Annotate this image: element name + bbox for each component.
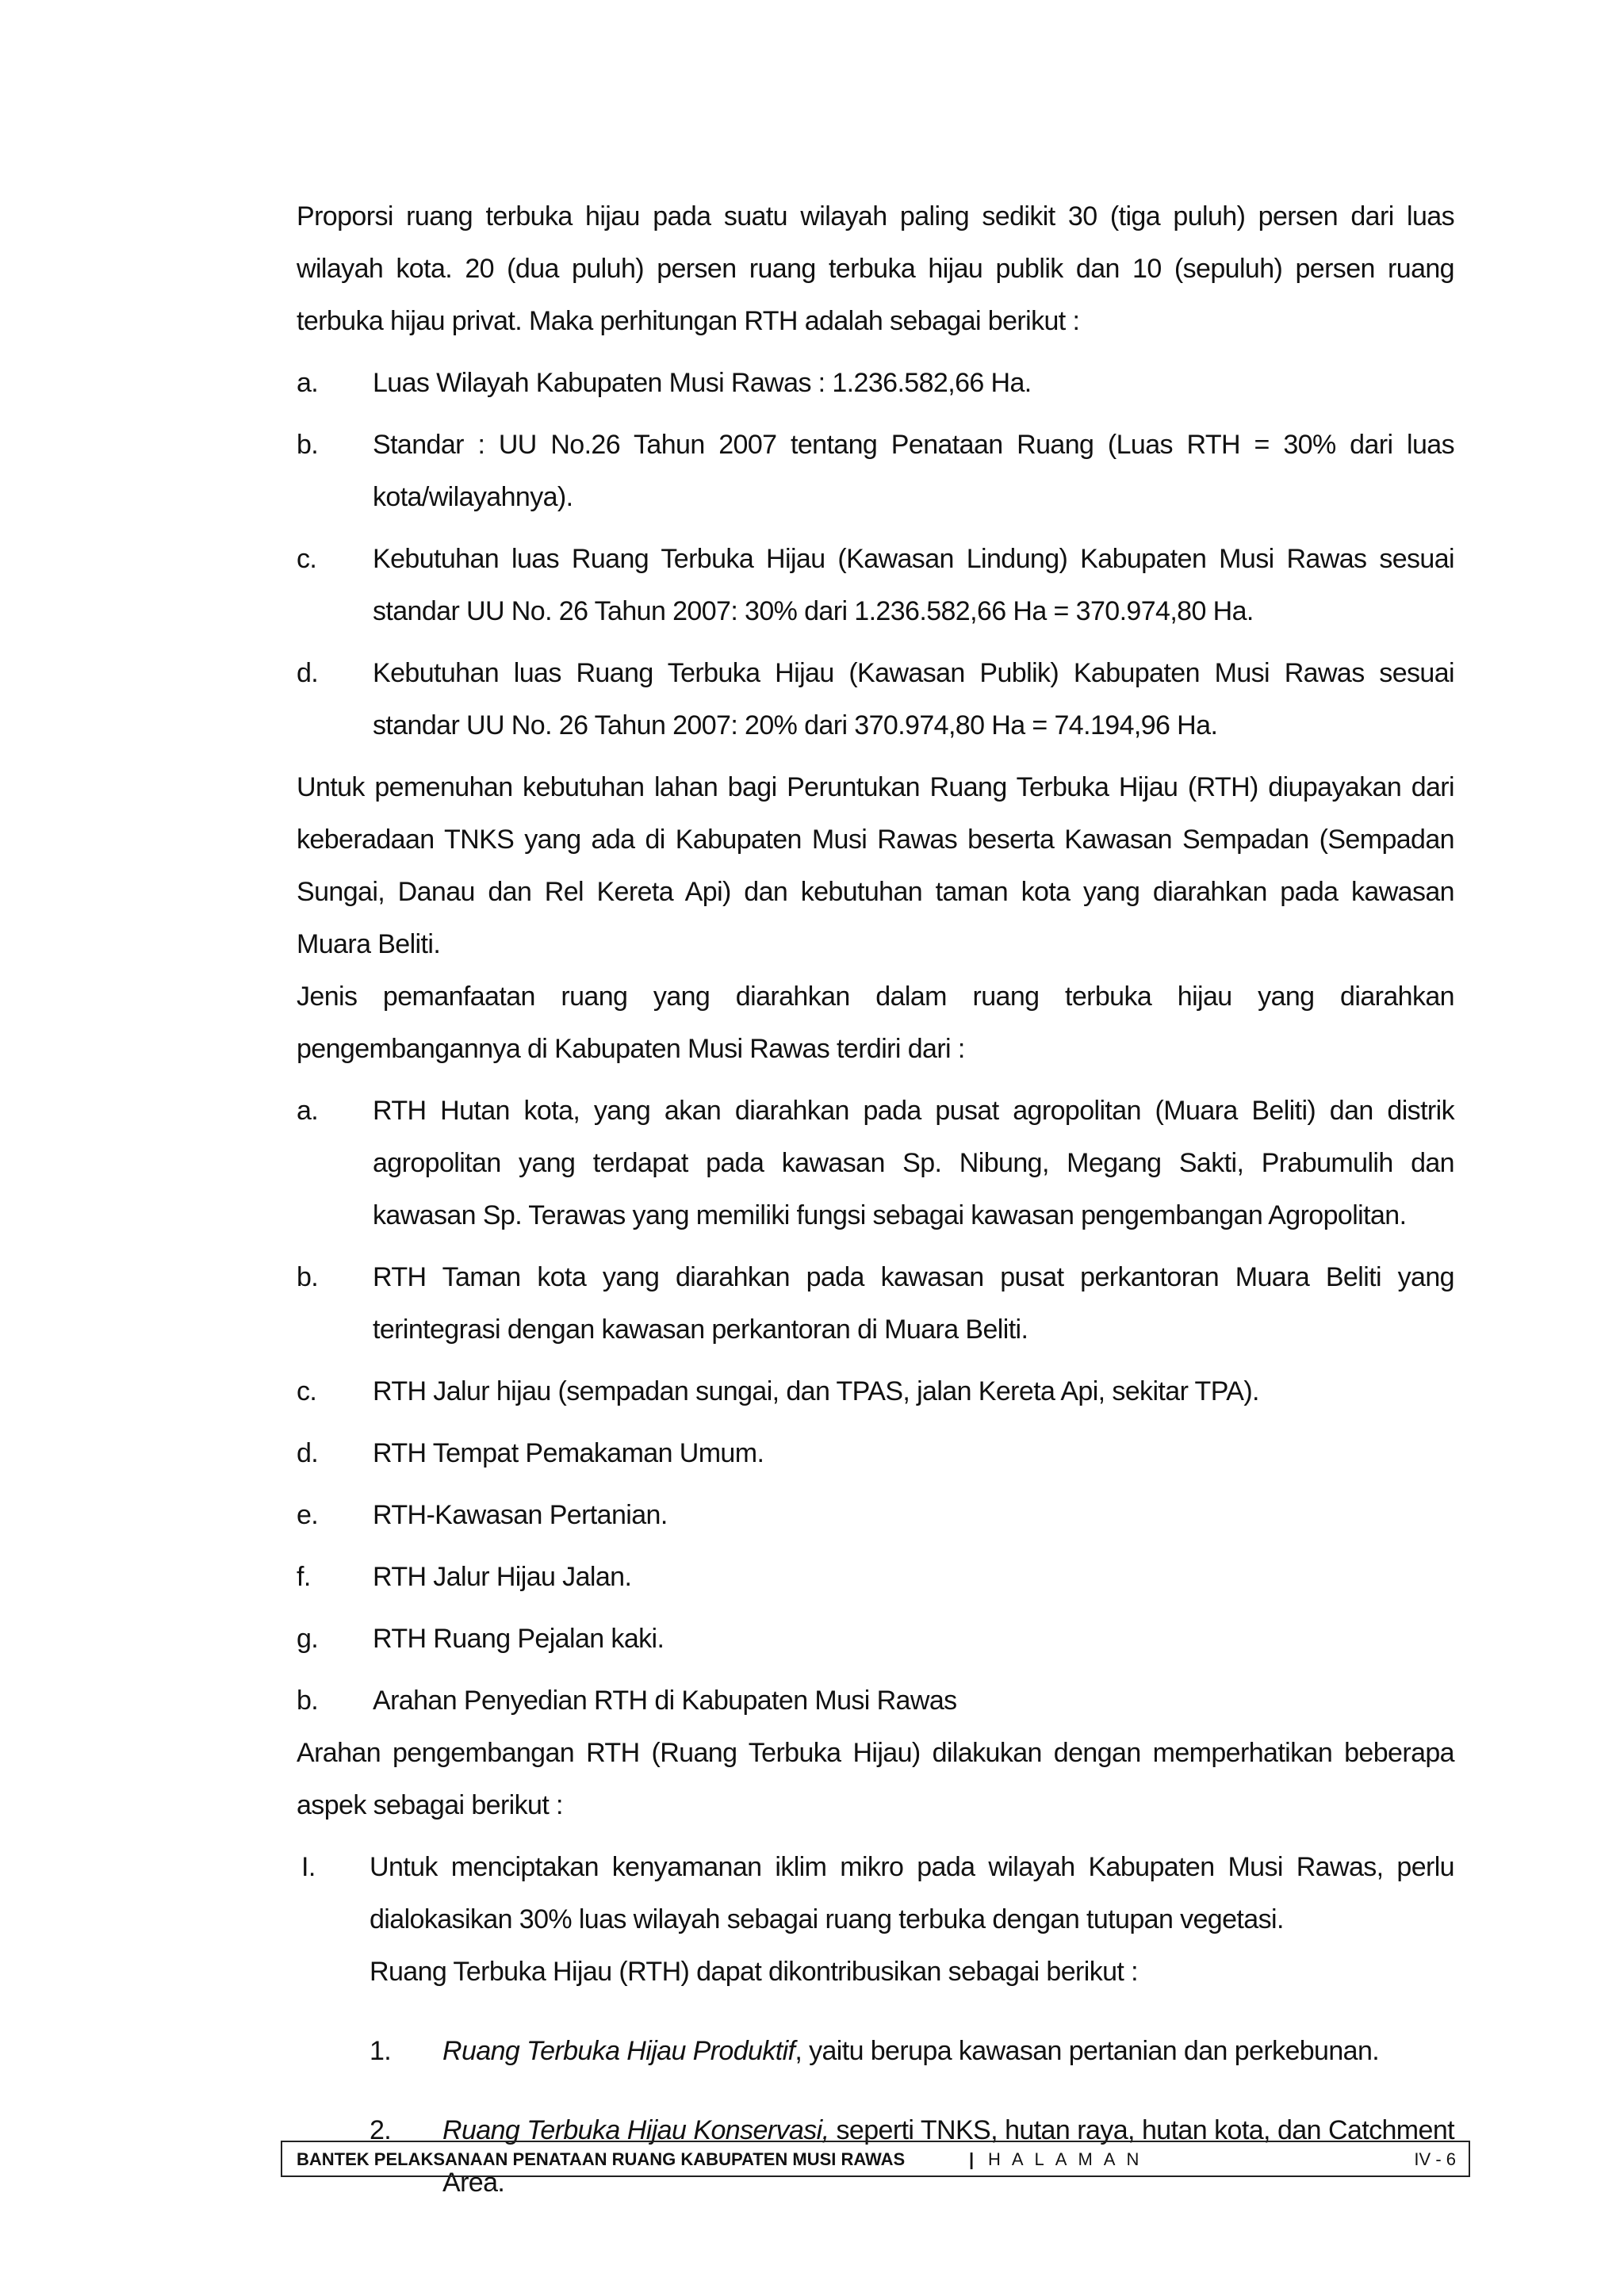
calc-item-c	[297, 533, 1454, 637]
list-marker: e.	[297, 1500, 319, 1530]
list-item-text: RTH Tempat Pemakaman Umum.	[373, 1438, 764, 1468]
calc-item-b	[297, 419, 1454, 523]
body-content	[297, 190, 1454, 2236]
paragraph-rth-types-intro: Jenis pemanfaatan ruang yang diarahkan dalam ruang terbuka hijau yang diarahkan pengembangannya di Kabupaten Musi Rawas terdiri dari :	[297, 982, 1454, 1064]
section-heading-text: Arahan Penyedian RTH di Kabupaten Musi Rawas	[373, 1686, 957, 1716]
roman-item-subtext: Ruang Terbuka Hijau (RTH) dapat dikontribusikan sebagai berikut :	[370, 1957, 1138, 1987]
type-item-c	[297, 1365, 1454, 1418]
list-marker: a.	[297, 368, 319, 398]
list-marker: b.	[297, 430, 319, 460]
list-marker: c.	[297, 1376, 317, 1406]
type-item-d	[297, 1427, 1454, 1479]
roman-item-text: Untuk menciptakan kenyamanan iklim mikro pada wilayah Kabupaten Musi Rawas, perlu dialokasikan 30% luas wilayah sebagai ruang terbuka dengan tutupan vegetasi.	[370, 1852, 1454, 1934]
list-item-text: RTH Jalur Hijau Jalan.	[373, 1562, 632, 1592]
list-item-text: Standar : UU No.26 Tahun 2007 tentang Penataan Ruang (Luas RTH = 30% dari luas kota/wilayahnya).	[373, 430, 1454, 512]
list-item-text: Luas Wilayah Kabupaten Musi Rawas : 1.236.582,66 Ha.	[373, 368, 1032, 398]
list-item-text: Kebutuhan luas Ruang Terbuka Hijau (Kawasan Lindung) Kabupaten Musi Rawas sesuai standar UU No. 26 Tahun 2007: 30% dari 1.236.582,66 Ha = 370.974,80 Ha.	[373, 544, 1454, 626]
list-marker: f.	[297, 1562, 311, 1592]
list-item-text: Kebutuhan luas Ruang Terbuka Hijau (Kawasan Publik) Kabupaten Musi Rawas sesuai standar UU No. 26 Tahun 2007: 20% dari 370.974,80 Ha = 74.194,96 Ha.	[373, 658, 1454, 740]
type-item-f	[297, 1551, 1454, 1603]
footer-title: BANTEK PELAKSANAAN PENATAAN RUANG KABUPATEN MUSI RAWAS	[297, 2149, 906, 2169]
calc-item-d	[297, 647, 1454, 752]
type-item-e	[297, 1489, 1454, 1541]
type-item-g	[297, 1613, 1454, 1665]
sub-item-text: , yaitu berupa kawasan pertanian dan perkebunan.	[795, 2036, 1380, 2066]
list-marker: d.	[297, 1438, 319, 1468]
list-marker: g.	[297, 1624, 319, 1654]
list-marker: b.	[297, 1262, 319, 1292]
sub-item-term: Ruang Terbuka Hijau Produktif	[442, 2036, 795, 2066]
page-footer	[281, 2141, 1470, 2177]
list-marker: b.	[297, 1686, 319, 1716]
list-marker: 1.	[370, 2036, 392, 2066]
sub-item-1	[370, 2025, 1454, 2077]
list-item-text: RTH-Kawasan Pertanian.	[373, 1500, 668, 1530]
page-number: IV - 6	[1414, 2149, 1456, 2169]
sub-item-term: Ruang Terbuka Hijau Konservasi,	[442, 2115, 829, 2145]
footer-separator: |	[969, 2149, 975, 2169]
type-item-a	[297, 1085, 1454, 1242]
list-item-text: RTH Taman kota yang diarahkan pada kawasan pusat perkantoran Muara Beliti yang terintegrasi dengan kawasan perkantoran di Muara Beliti.	[373, 1262, 1454, 1345]
list-marker: d.	[297, 658, 319, 688]
paragraph-rth-direction: Arahan pengembangan RTH (Ruang Terbuka Hijau) dilakukan dengan memperhatikan beberapa aspek sebagai berikut :	[297, 1738, 1454, 1820]
section-heading-b	[297, 1674, 1454, 1727]
calc-item-a	[297, 357, 1454, 409]
list-marker: I.	[301, 1852, 316, 1882]
list-marker: 2.	[370, 2115, 392, 2145]
paragraph-rth-fulfillment: Untuk pemenuhan kebutuhan lahan bagi Peruntukan Ruang Terbuka Hijau (RTH) diupayakan dari keberadaan TNKS yang ada di Kabupaten Musi Rawas beserta Kawasan Sempadan (Sempadan Sungai, Danau dan Rel Kereta Api) dan kebutuhan taman kota yang diarahkan pada kawasan Muara Beliti.	[297, 772, 1454, 959]
sub-item-text: seperti TNKS, hutan raya, hutan kota, dan Catchment Area.	[442, 2115, 1454, 2198]
list-item-text: RTH Hutan kota, yang akan diarahkan pada pusat agropolitan (Muara Beliti) dan distrik agropolitan yang terdapat pada kawasan Sp. Nibung, Megang Sakti, Prabumulih dan kawasan Sp. Terawas yang memiliki fungsi sebagai kawasan pengembangan Agropolitan.	[373, 1096, 1454, 1230]
intro-paragraph: Proporsi ruang terbuka hijau pada suatu wilayah paling sedikit 30 (tiga puluh) persen dari luas wilayah kota. 20 (dua puluh) persen ruang terbuka hijau publik dan 10 (sepuluh) persen ruang terbuka hijau privat. Maka perhitungan RTH adalah sebagai berikut :	[297, 201, 1454, 336]
list-marker: c.	[297, 544, 317, 574]
list-item-text: RTH Ruang Pejalan kaki.	[373, 1624, 665, 1654]
type-item-b	[297, 1251, 1454, 1356]
list-marker: a.	[297, 1096, 319, 1126]
footer-halaman-label: HALAMAN	[988, 2149, 1151, 2169]
list-item-text: RTH Jalur hijau (sempadan sungai, dan TPAS, jalan Kereta Api, sekitar TPA).	[373, 1376, 1259, 1406]
